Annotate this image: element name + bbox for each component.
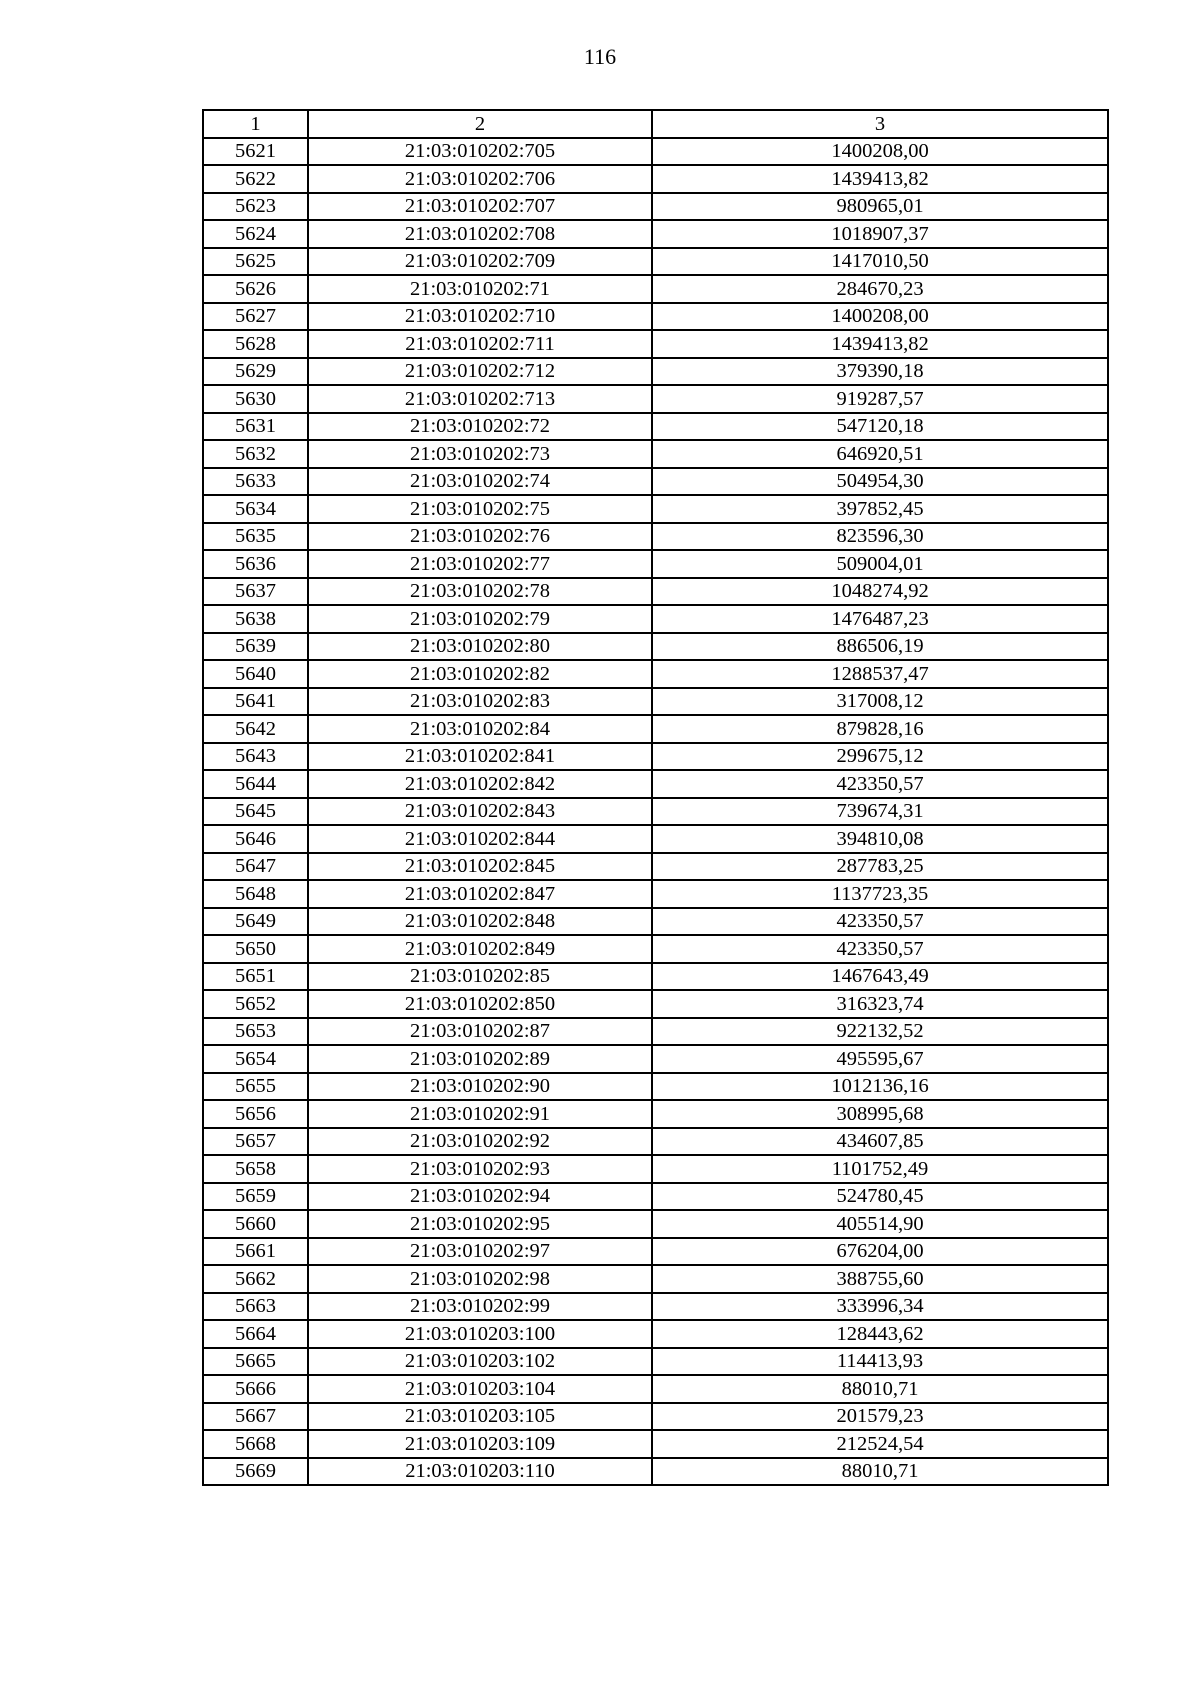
- table-row: [203, 275, 1108, 303]
- cadastral-value-cell: 1101752,49: [652, 1155, 1108, 1183]
- row-number-cell: 5648: [203, 880, 308, 908]
- table-row: [203, 660, 1108, 688]
- table-row: [203, 440, 1108, 468]
- table-row: [203, 193, 1108, 221]
- cadastral-value-cell: 405514,90: [652, 1210, 1108, 1238]
- row-number-cell: 5662: [203, 1265, 308, 1293]
- row-number-cell: 5627: [203, 303, 308, 331]
- row-number-cell: 5664: [203, 1320, 308, 1348]
- cadastral-value-cell: 287783,25: [652, 853, 1108, 881]
- column-header-3: 3: [652, 110, 1108, 138]
- cadastral-value-cell: 1400208,00: [652, 138, 1108, 166]
- cadastral-number-cell: 21:03:010202:710: [308, 303, 652, 331]
- cadastral-number-cell: 21:03:010202:847: [308, 880, 652, 908]
- cadastral-value-cell: 388755,60: [652, 1265, 1108, 1293]
- cadastral-value-cell: 299675,12: [652, 743, 1108, 771]
- cadastral-value-cell: 1400208,00: [652, 303, 1108, 331]
- cadastral-number-cell: 21:03:010203:105: [308, 1403, 652, 1431]
- table-row: [203, 523, 1108, 551]
- row-number-cell: 5645: [203, 798, 308, 826]
- cadastral-number-cell: 21:03:010202:77: [308, 550, 652, 578]
- row-number-cell: 5635: [203, 523, 308, 551]
- cadastral-number-cell: 21:03:010202:98: [308, 1265, 652, 1293]
- table-row: [203, 413, 1108, 441]
- row-number-cell: 5623: [203, 193, 308, 221]
- cadastral-value-cell: 397852,45: [652, 495, 1108, 523]
- table-row: [203, 853, 1108, 881]
- row-number-cell: 5640: [203, 660, 308, 688]
- table-row: [203, 880, 1108, 908]
- table-row: [203, 1293, 1108, 1321]
- cadastral-value-cell: 886506,19: [652, 633, 1108, 661]
- table-row: [203, 715, 1108, 743]
- row-number-cell: 5634: [203, 495, 308, 523]
- row-number-cell: 5644: [203, 770, 308, 798]
- cadastral-number-cell: 21:03:010202:93: [308, 1155, 652, 1183]
- cadastral-number-cell: 21:03:010202:84: [308, 715, 652, 743]
- row-number-cell: 5666: [203, 1375, 308, 1403]
- row-number-cell: 5653: [203, 1018, 308, 1046]
- table-row: [203, 358, 1108, 386]
- cadastral-value-cell: 524780,45: [652, 1183, 1108, 1211]
- cadastral-number-cell: 21:03:010202:90: [308, 1073, 652, 1101]
- table-row: [203, 1238, 1108, 1266]
- cadastral-value-cell: 1018907,37: [652, 220, 1108, 248]
- cadastral-number-cell: 21:03:010202:707: [308, 193, 652, 221]
- cadastral-value-cell: 284670,23: [652, 275, 1108, 303]
- cadastral-value-cell: 922132,52: [652, 1018, 1108, 1046]
- cadastral-value-table: [202, 109, 1109, 1486]
- cadastral-value-cell: 128443,62: [652, 1320, 1108, 1348]
- table-row: [203, 303, 1108, 331]
- table-row: [203, 1155, 1108, 1183]
- table-row: [203, 1018, 1108, 1046]
- row-number-cell: 5637: [203, 578, 308, 606]
- table-row: [203, 138, 1108, 166]
- cadastral-number-cell: 21:03:010202:83: [308, 688, 652, 716]
- table-row: [203, 1458, 1108, 1486]
- cadastral-number-cell: 21:03:010202:712: [308, 358, 652, 386]
- table-row: [203, 825, 1108, 853]
- row-number-cell: 5625: [203, 248, 308, 276]
- table-row: [203, 1128, 1108, 1156]
- table-row: [203, 165, 1108, 193]
- cadastral-number-cell: 21:03:010203:109: [308, 1430, 652, 1458]
- cadastral-number-cell: 21:03:010202:848: [308, 908, 652, 936]
- cadastral-value-cell: 919287,57: [652, 385, 1108, 413]
- row-number-cell: 5647: [203, 853, 308, 881]
- cadastral-number-cell: 21:03:010202:705: [308, 138, 652, 166]
- cadastral-number-cell: 21:03:010202:78: [308, 578, 652, 606]
- table-row: [203, 935, 1108, 963]
- cadastral-value-cell: 308995,68: [652, 1100, 1108, 1128]
- row-number-cell: 5663: [203, 1293, 308, 1321]
- cadastral-value-cell: 1012136,16: [652, 1073, 1108, 1101]
- table-row: [203, 688, 1108, 716]
- table-row: [203, 495, 1108, 523]
- row-number-cell: 5669: [203, 1458, 308, 1486]
- cadastral-value-cell: 1048274,92: [652, 578, 1108, 606]
- cadastral-value-cell: 88010,71: [652, 1375, 1108, 1403]
- cadastral-number-cell: 21:03:010202:94: [308, 1183, 652, 1211]
- row-number-cell: 5646: [203, 825, 308, 853]
- row-number-cell: 5621: [203, 138, 308, 166]
- cadastral-value-cell: 423350,57: [652, 935, 1108, 963]
- cadastral-number-cell: 21:03:010202:709: [308, 248, 652, 276]
- row-number-cell: 5626: [203, 275, 308, 303]
- row-number-cell: 5636: [203, 550, 308, 578]
- cadastral-number-cell: 21:03:010202:850: [308, 990, 652, 1018]
- cadastral-number-cell: 21:03:010202:842: [308, 770, 652, 798]
- table-row: [203, 1265, 1108, 1293]
- table-row: [203, 330, 1108, 358]
- cadastral-number-cell: 21:03:010202:99: [308, 1293, 652, 1321]
- table-row: [203, 220, 1108, 248]
- cadastral-number-cell: 21:03:010202:841: [308, 743, 652, 771]
- table-row: [203, 990, 1108, 1018]
- table-row: [203, 468, 1108, 496]
- table-row: [203, 1320, 1108, 1348]
- row-number-cell: 5643: [203, 743, 308, 771]
- cadastral-number-cell: 21:03:010203:104: [308, 1375, 652, 1403]
- row-number-cell: 5654: [203, 1045, 308, 1073]
- row-number-cell: 5629: [203, 358, 308, 386]
- cadastral-number-cell: 21:03:010202:76: [308, 523, 652, 551]
- cadastral-value-cell: 201579,23: [652, 1403, 1108, 1431]
- table-row: [203, 1348, 1108, 1376]
- cadastral-number-cell: 21:03:010202:713: [308, 385, 652, 413]
- cadastral-number-cell: 21:03:010202:74: [308, 468, 652, 496]
- cadastral-number-cell: 21:03:010202:71: [308, 275, 652, 303]
- table-row: [203, 1045, 1108, 1073]
- table-row: [203, 1073, 1108, 1101]
- cadastral-number-cell: 21:03:010202:708: [308, 220, 652, 248]
- cadastral-number-cell: 21:03:010202:87: [308, 1018, 652, 1046]
- page-number: 116: [583, 44, 617, 69]
- row-number-cell: 5658: [203, 1155, 308, 1183]
- row-number-cell: 5657: [203, 1128, 308, 1156]
- cadastral-number-cell: 21:03:010203:102: [308, 1348, 652, 1376]
- row-number-cell: 5630: [203, 385, 308, 413]
- table-row: [203, 633, 1108, 661]
- cadastral-value-cell: 1439413,82: [652, 165, 1108, 193]
- table-row: [203, 1210, 1108, 1238]
- cadastral-number-cell: 21:03:010202:85: [308, 963, 652, 991]
- cadastral-number-cell: 21:03:010203:100: [308, 1320, 652, 1348]
- cadastral-value-cell: 879828,16: [652, 715, 1108, 743]
- cadastral-value-cell: 317008,12: [652, 688, 1108, 716]
- row-number-cell: 5633: [203, 468, 308, 496]
- cadastral-number-cell: 21:03:010202:849: [308, 935, 652, 963]
- row-number-cell: 5652: [203, 990, 308, 1018]
- row-number-cell: 5651: [203, 963, 308, 991]
- cadastral-value-cell: 423350,57: [652, 770, 1108, 798]
- cadastral-value-cell: 394810,08: [652, 825, 1108, 853]
- table-row: [203, 605, 1108, 633]
- cadastral-value-cell: 434607,85: [652, 1128, 1108, 1156]
- column-header-1: 1: [203, 110, 308, 138]
- table-row: [203, 798, 1108, 826]
- cadastral-value-cell: 114413,93: [652, 1348, 1108, 1376]
- table-header-row: [203, 110, 1108, 138]
- cadastral-value-cell: 739674,31: [652, 798, 1108, 826]
- table-row: [203, 908, 1108, 936]
- table-row: [203, 248, 1108, 276]
- cadastral-number-cell: 21:03:010202:91: [308, 1100, 652, 1128]
- row-number-cell: 5650: [203, 935, 308, 963]
- cadastral-number-cell: 21:03:010202:80: [308, 633, 652, 661]
- cadastral-value-cell: 88010,71: [652, 1458, 1108, 1486]
- cadastral-number-cell: 21:03:010202:89: [308, 1045, 652, 1073]
- row-number-cell: 5659: [203, 1183, 308, 1211]
- table-body: [203, 138, 1108, 1486]
- row-number-cell: 5624: [203, 220, 308, 248]
- row-number-cell: 5667: [203, 1403, 308, 1431]
- row-number-cell: 5641: [203, 688, 308, 716]
- cadastral-value-cell: 547120,18: [652, 413, 1108, 441]
- table-row: [203, 1375, 1108, 1403]
- row-number-cell: 5661: [203, 1238, 308, 1266]
- cadastral-number-cell: 21:03:010202:844: [308, 825, 652, 853]
- cadastral-number-cell: 21:03:010202:97: [308, 1238, 652, 1266]
- cadastral-number-cell: 21:03:010202:95: [308, 1210, 652, 1238]
- cadastral-value-cell: 1137723,35: [652, 880, 1108, 908]
- cadastral-value-cell: 333996,34: [652, 1293, 1108, 1321]
- cadastral-value-cell: 1288537,47: [652, 660, 1108, 688]
- cadastral-value-cell: 509004,01: [652, 550, 1108, 578]
- row-number-cell: 5656: [203, 1100, 308, 1128]
- cadastral-number-cell: 21:03:010202:72: [308, 413, 652, 441]
- cadastral-value-cell: 423350,57: [652, 908, 1108, 936]
- table-row: [203, 1100, 1108, 1128]
- table-row: [203, 963, 1108, 991]
- row-number-cell: 5639: [203, 633, 308, 661]
- cadastral-number-cell: 21:03:010202:92: [308, 1128, 652, 1156]
- row-number-cell: 5622: [203, 165, 308, 193]
- row-number-cell: 5642: [203, 715, 308, 743]
- cadastral-value-cell: 504954,30: [652, 468, 1108, 496]
- cadastral-value-cell: 676204,00: [652, 1238, 1108, 1266]
- cadastral-number-cell: 21:03:010202:82: [308, 660, 652, 688]
- table-row: [203, 385, 1108, 413]
- cadastral-value-cell: 1417010,50: [652, 248, 1108, 276]
- table-row: [203, 1403, 1108, 1431]
- row-number-cell: 5665: [203, 1348, 308, 1376]
- cadastral-number-cell: 21:03:010202:79: [308, 605, 652, 633]
- row-number-cell: 5628: [203, 330, 308, 358]
- cadastral-value-cell: 1439413,82: [652, 330, 1108, 358]
- cadastral-value-cell: 823596,30: [652, 523, 1108, 551]
- cadastral-value-cell: 379390,18: [652, 358, 1108, 386]
- cadastral-value-cell: 212524,54: [652, 1430, 1108, 1458]
- table-row: [203, 770, 1108, 798]
- row-number-cell: 5632: [203, 440, 308, 468]
- cadastral-value-cell: 980965,01: [652, 193, 1108, 221]
- row-number-cell: 5631: [203, 413, 308, 441]
- column-header-2: 2: [308, 110, 652, 138]
- table-row: [203, 1430, 1108, 1458]
- cadastral-value-cell: 1467643,49: [652, 963, 1108, 991]
- table-row: [203, 578, 1108, 606]
- row-number-cell: 5649: [203, 908, 308, 936]
- table-row: [203, 743, 1108, 771]
- table-row: [203, 550, 1108, 578]
- cadastral-number-cell: 21:03:010202:843: [308, 798, 652, 826]
- table-row: [203, 1183, 1108, 1211]
- cadastral-number-cell: 21:03:010203:110: [308, 1458, 652, 1486]
- row-number-cell: 5655: [203, 1073, 308, 1101]
- cadastral-value-cell: 495595,67: [652, 1045, 1108, 1073]
- cadastral-value-cell: 316323,74: [652, 990, 1108, 1018]
- row-number-cell: 5638: [203, 605, 308, 633]
- cadastral-number-cell: 21:03:010202:711: [308, 330, 652, 358]
- cadastral-value-cell: 646920,51: [652, 440, 1108, 468]
- row-number-cell: 5668: [203, 1430, 308, 1458]
- cadastral-number-cell: 21:03:010202:845: [308, 853, 652, 881]
- cadastral-value-cell: 1476487,23: [652, 605, 1108, 633]
- cadastral-number-cell: 21:03:010202:73: [308, 440, 652, 468]
- cadastral-number-cell: 21:03:010202:75: [308, 495, 652, 523]
- row-number-cell: 5660: [203, 1210, 308, 1238]
- cadastral-number-cell: 21:03:010202:706: [308, 165, 652, 193]
